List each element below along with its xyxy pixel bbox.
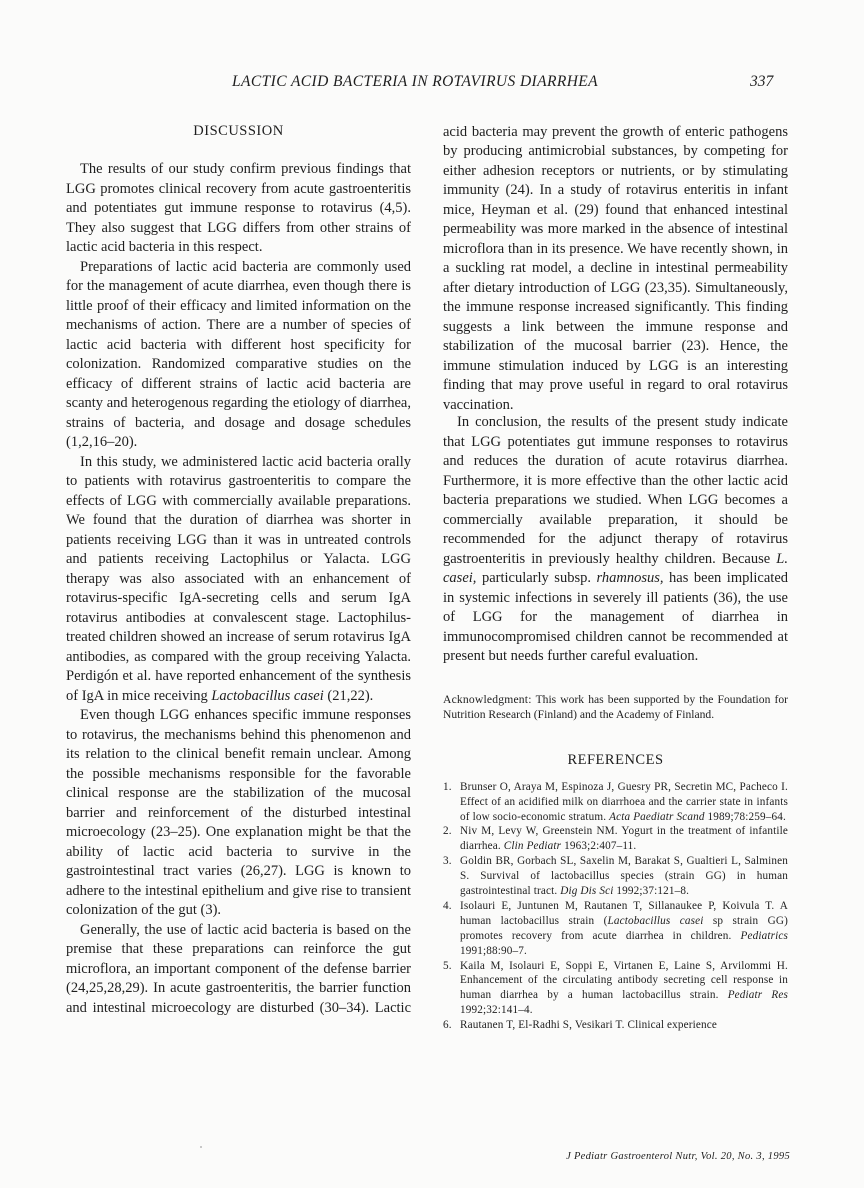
discussion-paragraph-4: Even though LGG enhances specific immune responses to rotavirus, the mechanisms behind this phenomenon and its relation to the clinical benefit remain unclear. Among the possible mechanisms responsible for the favorable clinical response are the stabilization of the mucosal barrier and reinforcement of the disturbed intestinal microecology (23–25). One explanation might be that the ability of lactic acid bacteria to survive in the gastrointestinal tract varies (26,27). LGG is known to adhere to the intestinal epithelium and give rise to transient colonization of the gut (3). [66,707,411,918]
discussion-paragraph-2: Preparations of lactic acid bacteria are commonly used for the management of acute diarrhea, even though there is little proof of their efficacy and limited information on the mechanisms of action. There are a number of species of lactic acid bacteria with different host specificity for colonization. Randomized comparative studies on the efficacy of different strains of lactic acid bacteria are scanty and heterogenous regarding the etiology of diarrhea, strains of bacteria, and dosage and dosage schedules (1,2,16–20). [66,258,411,450]
left-column [66,121,411,1017]
reference-item: 5. Kaila M, Isolauri E, Soppi E, Virtanen E, Laine S, Arvilommi H. Enhancement of the circulating antibody secreting cell response in human diarrhea by a human lactobacillus strain. Pediatr Res 1992;32:141–4. [443,959,788,1017]
discussion-paragraph-3: In this study, we administered lactic acid bacteria orally to patients with rotavirus gastroenteritis to compare the effects of LGG with commercially available preparations. We found that the duration of diarrhea was shorter in patients receiving LGG than it was in untreated controls and patients receiving Lactophilus or Yalacta. LGG therapy was also associated with an enhancement of rotavirus-specific IgA-secreting cells and serum IgA rotavirus antibodies at convalescent stage. Lactophilus-treated children showed an increase of serum rotavirus IgA antibodies, as compared with the group receiving Yalacta. Perdigón et al. have reported enhancement of the synthesis of IgA in mice receiving Lactobacillus casei (21,22). [66,453,411,704]
reference-item: 2. Niv M, Levy W, Greenstein NM. Yogurt in the treatment of infantile diarrhea. Clin Pediatr 1963;2:407–11. [443,825,788,853]
discussion-paragraph-5: Generally, the use of lactic acid bacteria is based on the premise that these preparations can reinforce the gut microflora, an important component of the defense barrier (24,25,28,29). In acute gastroenteritis, the barrier function and intestinal microecology are disturbed (30–34). Lactic [66,921,411,1016]
reference-item: 4. Isolauri E, Juntunen M, Rautanen T, Sillanaukee P, Koivula T. A human lactobacillus strain (Lactobacillus casei sp strain GG) promotes recovery from acute diarrhea in children. Pediatrics 1991;88:90–7. [443,899,788,957]
reference-item: 6. Rautanen T, El-Radhi S, Vesikari T. Clinical experience [443,1019,717,1032]
species-name: Lactobacillus casei [211,687,324,704]
discussion-paragraph-5-continued: acid bacteria may prevent the growth of enteric pathogens by producing antimicrobial substances, by competing for either adhesion receptors or nutrients, or by stimulating immunity (24). In a study of rotavirus enteritis in infant mice, Heyman et al. (29) found that enhanced intestinal permeability was more marked in the absence of intestinal microflora than in its presence. We have recently shown, in a suckling rat model, a decline in intestinal permeability after dietary introduction of LGG (23,35). Simultaneously, the immune response increased significantly. This finding suggests a link between the immune response and stabilization of the mucosal barrier (23). Hence, the immune stimulation induced by LGG is an interesting finding that may prove useful in regard to oral rotavirus vaccination. [443,123,788,413]
acknowledgment-text: This work has been supported by the Foundation for Nutrition Research (Finland) and the Academy of Finland. [443,692,788,722]
running-title: LACTIC ACID BACTERIA IN ROTAVIRUS DIARRHEA [232,73,599,90]
discussion-paragraph-1: The results of our study confirm previous findings that LGG promotes clinical recovery from acute gastroenteritis and potentiates gut immune response to rotavirus (4,5). They also suggest that LGG differs from other strains of lactic acid bacteria in this respect. [66,161,411,255]
right-column [443,121,788,1033]
reference-item: 3. Goldin BR, Gorbach SL, Saxelin M, Barakat S, Gualtieri L, Salminen S. Survival of lactobacillus species (strain GG) in human gastrointestinal tract. Dig Dis Sci 1992;37:121–8. [443,855,788,898]
acknowledgment-label: Acknowledgment: [443,692,532,706]
references-heading: REFERENCES [567,751,664,768]
scan-speck [200,1146,202,1148]
page-number: 337 [750,73,774,90]
reference-item: 1. Brunser O, Araya M, Espinoza J, Guesry PR, Secretin MC, Pacheco I. Effect of an acidified milk on diarrhoea and the carrier state in infants of low socio-economic stratum. Acta Paediatr Scand 1989;78:259–64. [443,780,788,823]
discussion-paragraph-6: In conclusion, the results of the present study indicate that LGG potentiates gut immune responses to rotavirus and reduces the duration of acute rotavirus diarrhea. Furthermore, it is more effective than the other lactic acid bacteria preparations we studied. When LGG becomes a commercially available preparation, it should be recommended for the adjunct therapy of rotavirus gastroenteritis in previously healthy children. Because L. casei, particularly subsp. rhamnosus, has been implicated in systemic infections in severely ill patients (36), the use of LGG for the management of diarrhea in immunocompromised children cannot be recommended at present but needs further careful evaluation. [443,414,788,664]
discussion-heading: DISCUSSION [193,123,284,139]
journal-footer: J Pediatr Gastroenterol Nutr, Vol. 20, No. 3, 1995 [566,1151,790,1162]
acknowledgment [443,692,788,723]
reference-list [443,780,788,1033]
